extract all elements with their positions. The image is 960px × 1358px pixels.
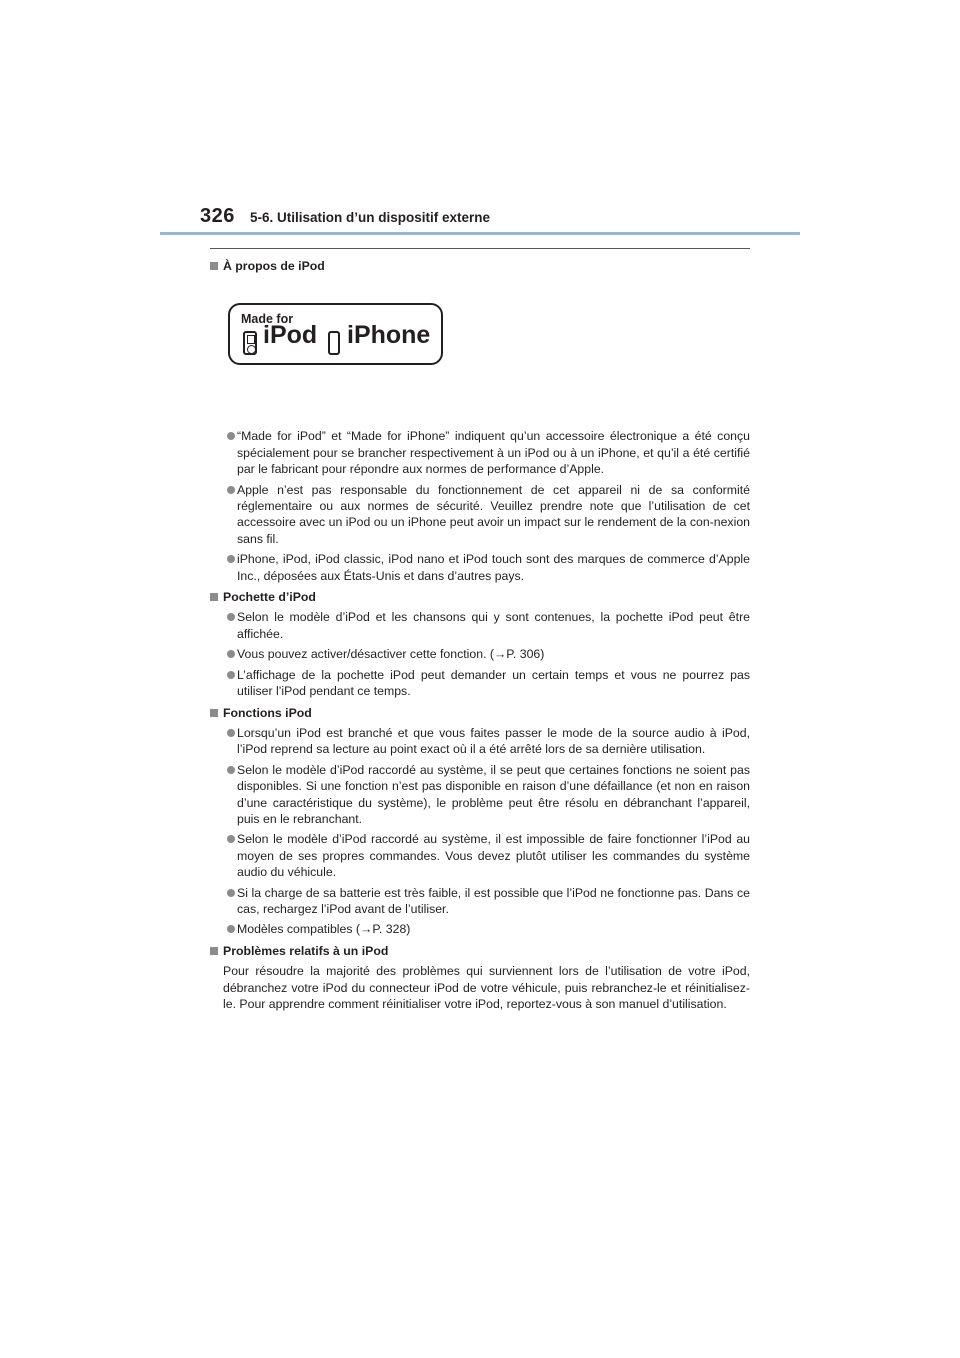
bullet-item: iPhone, iPod, iPod classic, iPod nano et iPod touch sont des marques de commerce d’Apple Inc., déposées aux États-Unis et dans d’autres pays.: [210, 551, 750, 584]
bullet-item: Lorsqu’un iPod est branché et que vous faites passer le mode de la source audio à iPod, l’iPod reprend sa lecture au point exact où il a été arrêté lors de sa dernière utilisation.: [210, 725, 750, 758]
bullet-dot-icon: [227, 432, 235, 440]
bullet-dot-icon: [227, 650, 235, 658]
square-marker-icon: [210, 262, 218, 270]
header-rule: [160, 232, 800, 235]
bullet-item: Modèles compatibles (→P. 328): [210, 921, 750, 937]
square-marker-icon: [210, 709, 218, 717]
bullet-item: Si la charge de sa batterie est très faible, il est possible que l’iPod ne fonctionne pas. Dans ce cas, rechargez l’iPod avant de l’utiliser.: [210, 885, 750, 918]
square-marker-icon: [210, 947, 218, 955]
bullet-item: Selon le modèle d’iPod raccordé au système, il se peut que certaines fonctions ne soient pas disponibles. Si une fonction n’est pas disponible en raison d’une défaillance (et non en raison d’une caractéristique du système), le problème peut être résolu en débranchant l’appareil, puis en le rebranchant.: [210, 762, 750, 828]
page-header: [0, 0, 960, 240]
bullet-dot-icon: [227, 613, 235, 621]
bullet-item: L’affichage de la pochette iPod peut demander un certain temps et vous ne pourrez pas utiliser l’iPod pendant ce temps.: [210, 667, 750, 700]
bullet-item: Selon le modèle d’iPod raccordé au système, il est impossible de faire fonctionner l’iPod au moyen de ses propres commandes. Vous devez plutôt utiliser les commandes du système audio du véhicule.: [210, 831, 750, 880]
bullet-dot-icon: [227, 555, 235, 563]
logo-iphone-text: iPhone: [347, 321, 431, 350]
made-for-ipod-iphone-logo: [228, 303, 443, 365]
section-heading-functions: Fonctions iPod: [210, 705, 750, 721]
bullet-dot-icon: [227, 835, 235, 843]
page-number: 326: [200, 205, 235, 227]
chapter-title: 5-6. Utilisation d’un dispositif externe: [250, 210, 491, 225]
problems-paragraph: Pour résoudre la majorité des problèmes qui surviennent lors de l’utilisation de votre iPod, débranchez votre iPod du connecteur iPod de votre véhicule, puis rebranchez-le et réinitialisez-le. Pour apprendre comment réinitialiser votre iPod, reportez-vous à son manuel d’utilisation.: [223, 964, 750, 1011]
bullet-item: Selon le modèle d’iPod et les chansons qui y sont contenues, la pochette iPod peut être affichée.: [210, 609, 750, 642]
section-heading-problems: Problèmes relatifs à un iPod: [210, 943, 750, 959]
bullet-dot-icon: [227, 766, 235, 774]
bullet-dot-icon: [227, 925, 235, 933]
ipod-device-icon: [243, 331, 257, 355]
bullet-item: Apple n’est pas responsable du fonctionnement de cet appareil ni de sa conformité réglementaire ou aux normes de sécurité. Veuillez prendre note que l’utilisation de cet accessoire avec un iPod ou un iPhone peut avoir un impact sur le rendement de la con-nexion sans fil.: [210, 482, 750, 548]
iphone-device-icon: [328, 331, 340, 355]
bullet-dot-icon: [227, 889, 235, 897]
bullet-dot-icon: [227, 671, 235, 679]
bullet-item: “Made for iPod” et “Made for iPhone” indiquent qu’un accessoire électronique a été conçu spécialement pour se brancher respectivement à un iPod ou à un iPhone, et qu’il a été certifié par le fabricant pour répondre aux normes de performance d’Apple.: [210, 428, 750, 477]
bullet-dot-icon: [227, 486, 235, 494]
bullet-dot-icon: [227, 729, 235, 737]
section-heading-about: À propos de iPod: [210, 258, 750, 274]
page-content: [210, 258, 750, 1012]
logo-ipod-text: iPod: [263, 321, 318, 350]
square-marker-icon: [210, 593, 218, 601]
bullet-item: Vous pouvez activer/désactiver cette fonction. (→P. 306): [210, 646, 750, 662]
section-heading-cover: Pochette d’iPod: [210, 589, 750, 605]
section-rule: [210, 248, 750, 249]
logo-made-for-text: Made for: [241, 312, 294, 327]
